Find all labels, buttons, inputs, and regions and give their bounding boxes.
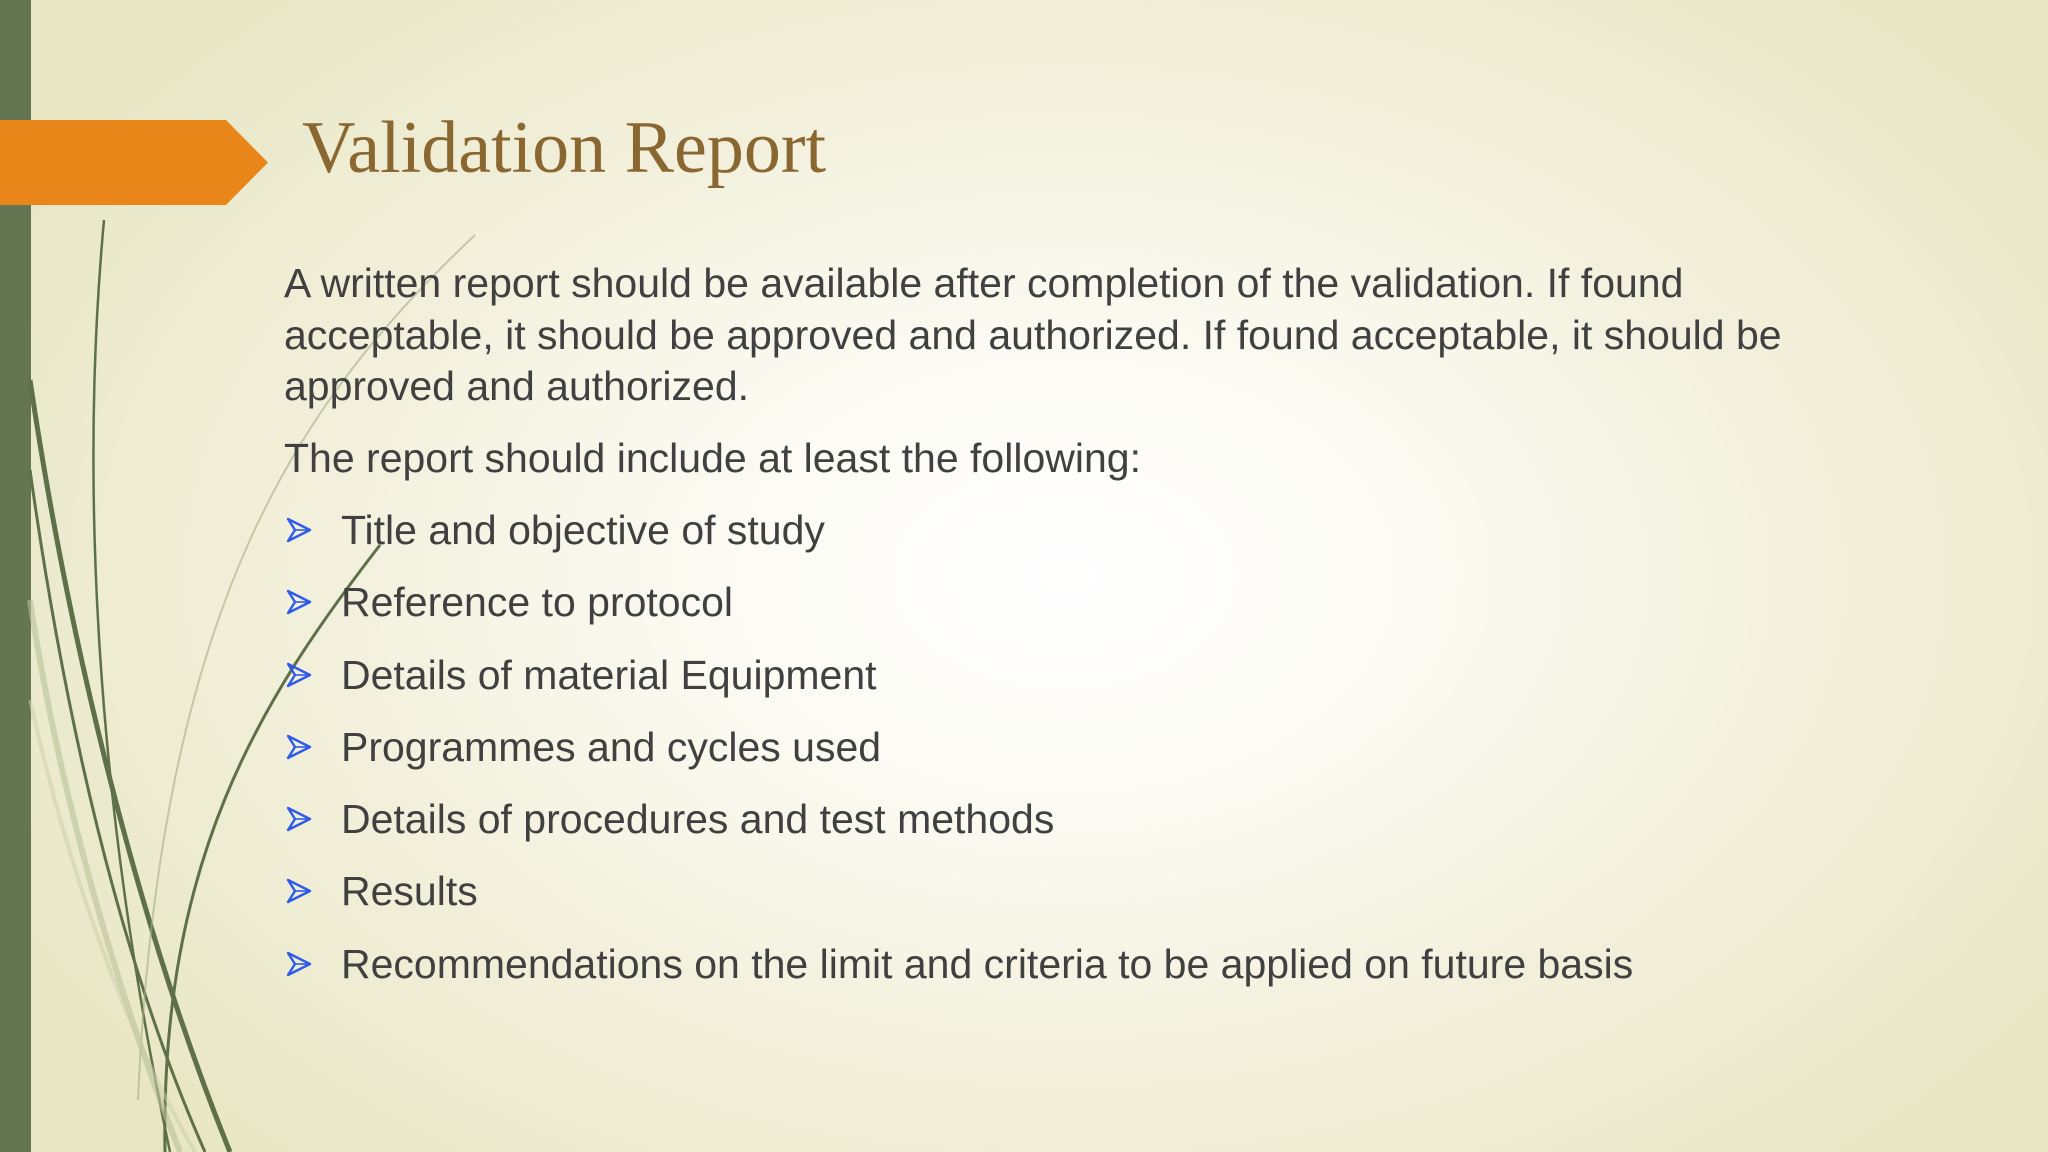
intro-paragraph: A written report should be available after completion of the validation. If found acceptable, it should be approved and authorized. If found acceptable, it should be approved and authorized. [284, 260, 1782, 409]
list-item [284, 576, 1804, 628]
list-item-text: Reference to protocol [341, 579, 734, 626]
arrow-bullet-icon [286, 734, 312, 760]
slide-content [284, 258, 1804, 1010]
bullet-list [284, 504, 1804, 990]
list-item-text: Details of material Equipment [341, 651, 877, 698]
arrow-bullet-icon [286, 589, 312, 615]
slide-title: Validation Report [302, 107, 827, 189]
list-item-text: Programmes and cycles used [341, 723, 882, 770]
title-accent-tab [0, 120, 268, 205]
arrow-bullet-icon [286, 806, 312, 832]
arrow-bullet-icon [286, 662, 312, 688]
list-item [284, 865, 1804, 917]
arrow-bullet-icon [286, 951, 312, 977]
list-item-text: Recommendations on the limit and criteria to be applied on future basis [341, 940, 1634, 987]
list-item-text: Details of procedures and test methods [341, 796, 1055, 843]
list-item [284, 938, 1804, 990]
list-item [284, 504, 1804, 556]
list-item [284, 793, 1804, 845]
list-item [284, 721, 1804, 773]
list-intro-paragraph: The report should include at least the following: [284, 434, 1141, 481]
arrow-bullet-icon [286, 517, 312, 543]
list-item-text: Results [341, 868, 478, 915]
list-item-text: Title and objective of study [341, 507, 825, 553]
arrow-bullet-icon [286, 878, 312, 904]
list-item [284, 649, 1804, 701]
